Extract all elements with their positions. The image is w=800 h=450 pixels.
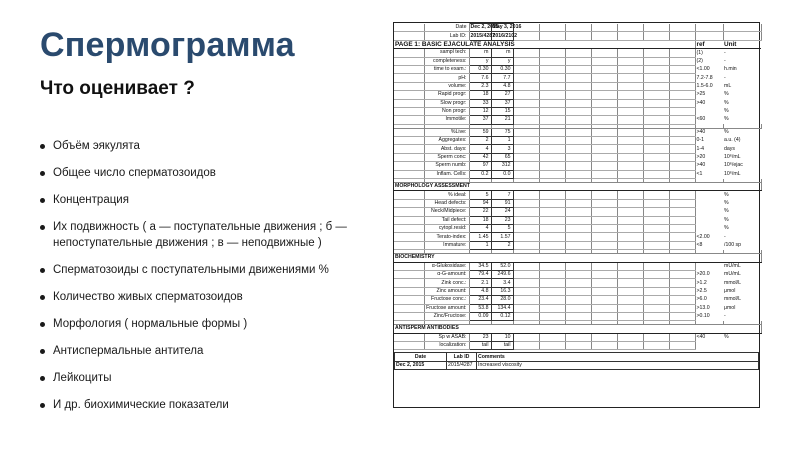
date-2: May 3, 2016: [492, 24, 522, 31]
section-title: MORPHOLOGY ASSESSMENT: [394, 183, 761, 191]
value-1: 2.3: [469, 82, 491, 90]
report-row: [394, 304, 761, 312]
reference: >0.10: [696, 313, 710, 320]
report-row: [394, 241, 761, 249]
unit: 10⁶/mL: [724, 154, 741, 161]
value-1: 18: [469, 91, 491, 99]
value-2: 23: [491, 216, 513, 224]
unit: h.min: [724, 66, 737, 73]
value-2: 15: [491, 107, 513, 115]
comments-table: [394, 352, 759, 370]
value-1: 1: [469, 241, 491, 249]
report-row: [394, 99, 761, 107]
report-row: [394, 153, 761, 161]
reference: 1.5-6.0: [696, 82, 713, 89]
reference: [695, 262, 723, 270]
lab-id-2: 2016/2102: [492, 32, 518, 39]
reference: >25: [696, 91, 706, 98]
report-row: [394, 296, 761, 304]
slide-title: Спермограмма: [40, 26, 295, 64]
report-row: [394, 145, 761, 153]
section-title-row: [394, 254, 761, 262]
report-row: [394, 137, 761, 145]
value-2: y: [491, 57, 513, 65]
report-row: [394, 224, 761, 232]
report-row: [394, 57, 761, 65]
value-2: 2: [491, 241, 513, 249]
report-row: [394, 128, 761, 136]
unit: %: [724, 334, 729, 341]
unit: -: [724, 313, 726, 320]
value-2: 24: [491, 208, 513, 216]
unit: mU/mL: [724, 262, 741, 269]
unit: [723, 342, 761, 350]
row-label: Inflam. Cells:: [424, 170, 469, 178]
value-2: 10: [491, 333, 513, 341]
row-label: %Live:: [424, 128, 469, 136]
bullet-item: Количество живых сперматозоидов: [40, 289, 365, 305]
reference: [695, 342, 723, 350]
value-1: 4.8: [469, 287, 491, 295]
report-body: [394, 24, 761, 350]
value-2: 16.3: [491, 287, 513, 295]
value-2: 3: [491, 145, 513, 153]
comments-header-row: [395, 353, 759, 361]
row-label: Immotile:: [424, 116, 469, 124]
value-1: 23.4: [469, 296, 491, 304]
reference: >1.2: [696, 279, 707, 286]
reference: >40: [696, 162, 706, 169]
comments-lab: 2015/4287: [447, 361, 477, 369]
report-lab-row: [394, 32, 761, 40]
section-title-row: [394, 183, 761, 191]
report-row: [394, 233, 761, 241]
date-1: Dec 2, 2015: [470, 24, 499, 31]
page-title: PAGE 1: BASIC EJACULATE ANALYSIS: [394, 40, 695, 48]
reference: <2.00: [696, 233, 710, 240]
value-2: tail: [491, 342, 513, 350]
reference: 0-1: [696, 137, 704, 144]
row-label: Zinc/Fructose:: [424, 312, 469, 320]
unit: %: [724, 108, 729, 115]
value-2: 0.12: [491, 312, 513, 320]
row-label: Zinc amount:: [424, 287, 469, 295]
value-1: 22: [469, 208, 491, 216]
report-row: [394, 91, 761, 99]
value-1: 0.2: [469, 170, 491, 178]
reference: [695, 199, 723, 207]
report-row: [394, 162, 761, 170]
unit: %: [724, 129, 729, 136]
report-row: [394, 312, 761, 320]
row-label: Zink conc.:: [424, 279, 469, 287]
unit: %: [724, 91, 729, 98]
section-title: BIOCHEMISTRY: [394, 254, 761, 262]
unit: μmol: [724, 287, 736, 294]
reference: [695, 191, 723, 199]
reference: <60: [696, 116, 706, 123]
section-title: ANTISPERM ANTIBODIES: [394, 325, 761, 333]
report-row: [394, 333, 761, 341]
page-title-row: [394, 40, 761, 48]
report-row: [394, 107, 761, 115]
report-row: [394, 216, 761, 224]
unit: %: [724, 216, 729, 223]
bullet-item: Морфология ( нормальные формы ): [40, 316, 365, 332]
value-2: 1: [491, 137, 513, 145]
row-label: volume:: [424, 82, 469, 90]
value-1: tail: [469, 342, 491, 350]
value-2: m: [491, 49, 513, 57]
reference: >40: [696, 129, 706, 136]
unit: a.u. (4): [724, 137, 741, 144]
value-2: 52.0: [491, 262, 513, 270]
reference: >13.0: [696, 304, 710, 311]
row-label: Terato-index:: [424, 233, 469, 241]
unit: -: [724, 233, 726, 240]
row-label: Aggregates:: [424, 137, 469, 145]
unit-header: Unit: [723, 40, 761, 48]
reference: [695, 224, 723, 232]
lab-id-1: 2015/4287: [470, 32, 496, 39]
row-label: localization:: [424, 342, 469, 350]
bullet-item: И др. биохимические показатели: [40, 397, 365, 413]
value-1: 18: [469, 216, 491, 224]
value-1: 94: [469, 199, 491, 207]
value-2: 27: [491, 91, 513, 99]
value-2: 0.0: [491, 170, 513, 178]
value-1: y: [469, 57, 491, 65]
reference: >2.5: [696, 287, 707, 294]
report-row: [394, 191, 761, 199]
bullet-item: Концентрация: [40, 192, 365, 208]
report-row: [394, 199, 761, 207]
row-label: Sp w ASAB:: [424, 333, 469, 341]
reference: <8: [696, 241, 703, 248]
value-2: 249.6: [491, 270, 513, 278]
value-1: 2: [469, 137, 491, 145]
value-2: 0.30: [491, 65, 513, 73]
row-label: time to exam.:: [424, 65, 469, 73]
value-2: 75: [491, 128, 513, 136]
value-1: 23: [469, 333, 491, 341]
row-label: Rapid progr:: [424, 91, 469, 99]
unit: 10⁶/ejac: [724, 162, 743, 169]
lab-label: Lab ID:: [424, 32, 469, 40]
value-1: 53.8: [469, 304, 491, 312]
unit: 10⁶/mL: [724, 170, 741, 177]
row-label: Neck/Midpiece:: [424, 208, 469, 216]
reference: [695, 216, 723, 224]
unit: days: [724, 145, 735, 152]
report-row: [394, 262, 761, 270]
report-row: [394, 116, 761, 124]
report-row: [394, 270, 761, 278]
row-label: pH:: [424, 74, 469, 82]
report-row: [394, 279, 761, 287]
report-table: [394, 23, 762, 350]
unit: %: [724, 225, 729, 232]
ref-header: ref: [695, 40, 723, 48]
reference: 7.2-7.8: [696, 74, 713, 81]
unit: /100 sp: [724, 241, 742, 248]
reference: <40: [696, 334, 706, 341]
unit: %: [724, 99, 729, 106]
bullet-list: [40, 138, 365, 424]
value-1: 7.6: [469, 74, 491, 82]
unit: mmol/L: [724, 279, 742, 286]
reference: >20.0: [696, 271, 710, 278]
unit: %: [724, 208, 729, 215]
unit: %: [724, 191, 729, 198]
value-1: 0.30: [469, 65, 491, 73]
reference: (2): [696, 57, 703, 64]
value-1: 79.4: [469, 270, 491, 278]
reference: (1): [696, 49, 703, 56]
comments-row: [395, 361, 759, 369]
reference: >20: [696, 154, 706, 161]
row-label: % ideal:: [424, 191, 469, 199]
value-2: 65: [491, 153, 513, 161]
report-header-row: [394, 24, 761, 32]
bullet-item: Лейкоциты: [40, 370, 365, 386]
report-row: [394, 49, 761, 57]
value-1: 42: [469, 153, 491, 161]
reference: [695, 208, 723, 216]
report-row: [394, 287, 761, 295]
unit: mL: [724, 82, 732, 89]
date-label: Date: [424, 24, 469, 32]
bullet-item: Объём эякулята: [40, 138, 365, 154]
row-label: completeness:: [424, 57, 469, 65]
reference: <1: [696, 170, 703, 177]
row-label: Immature:: [424, 241, 469, 249]
row-label: Fructose amount:: [424, 304, 469, 312]
value-2: 37: [491, 99, 513, 107]
value-1: 0.09: [469, 312, 491, 320]
value-1: 12: [469, 107, 491, 115]
row-label: Sperm numb:: [424, 162, 469, 170]
value-2: 28.0: [491, 296, 513, 304]
report-row: [394, 208, 761, 216]
value-2: 4.8: [491, 82, 513, 90]
row-label: Tail defect:: [424, 216, 469, 224]
unit: mmol/L: [724, 296, 742, 303]
comments-text: Increased viscosity: [477, 361, 759, 369]
section-title-row: [394, 325, 761, 333]
unit: -: [724, 49, 726, 56]
value-1: 37: [469, 116, 491, 124]
report-row: [394, 74, 761, 82]
unit: %: [724, 200, 729, 206]
row-label: α-G-amount:: [424, 270, 469, 278]
value-1: 4: [469, 224, 491, 232]
reference: <1.00: [696, 66, 710, 73]
row-label: Sperm conc:: [424, 153, 469, 161]
value-1: 2.1: [469, 279, 491, 287]
value-1: 59: [469, 128, 491, 136]
row-label: α-Glukosidase:: [424, 262, 469, 270]
bullet-item: Их подвижность ( а — поступательные движения ; б — непоступательные движения ; в — неподвижные ): [40, 219, 365, 251]
unit: -: [724, 74, 726, 81]
value-1: 5: [469, 191, 491, 199]
row-label: Slow progr:: [424, 99, 469, 107]
row-label: Non progr:: [424, 107, 469, 115]
comments-lab-head: Lab ID: [447, 353, 477, 361]
bullet-item: Сперматозоиды с поступательными движениями %: [40, 262, 365, 278]
unit: -: [724, 57, 726, 64]
value-2: 7: [491, 191, 513, 199]
value-2: 1.57: [491, 233, 513, 241]
bullet-item: Общее число сперматозоидов: [40, 165, 365, 181]
value-2: 312: [491, 162, 513, 170]
report-row: [394, 65, 761, 73]
comments-date-head: Date: [395, 353, 447, 361]
report-row: [394, 170, 761, 178]
unit: %: [724, 116, 729, 123]
reference: [695, 107, 723, 115]
report-row: [394, 82, 761, 90]
slide-subtitle: Что оценивает ?: [40, 78, 195, 99]
value-2: 7.7: [491, 74, 513, 82]
row-label: Fructose conc.:: [424, 296, 469, 304]
row-label: Head defects:: [424, 199, 469, 207]
value-1: 1.45: [469, 233, 491, 241]
value-1: 33: [469, 99, 491, 107]
lab-report-image: [393, 22, 760, 408]
comments-text-head: Comments: [477, 353, 759, 361]
value-1: 34.5: [469, 262, 491, 270]
row-label: cytopl.resid:: [424, 224, 469, 232]
unit: mU/mL: [724, 271, 741, 278]
bullet-item: Антиспермальные антитела: [40, 343, 365, 359]
value-1: 4: [469, 145, 491, 153]
report-row: [394, 342, 761, 350]
comments-date: Dec 2, 2015: [395, 361, 447, 369]
value-2: 134.4: [491, 304, 513, 312]
value-2: 5: [491, 224, 513, 232]
row-label: Abst. days:: [424, 145, 469, 153]
reference: 1-4: [696, 145, 704, 152]
value-1: m: [469, 49, 491, 57]
unit: μmol: [724, 304, 736, 311]
reference: >6.0: [696, 296, 707, 303]
row-label: sampl tech:: [424, 49, 469, 57]
value-1: 97: [469, 162, 491, 170]
value-2: 91: [491, 199, 513, 207]
value-2: 3.4: [491, 279, 513, 287]
reference: >40: [696, 99, 706, 106]
value-2: 21: [491, 116, 513, 124]
